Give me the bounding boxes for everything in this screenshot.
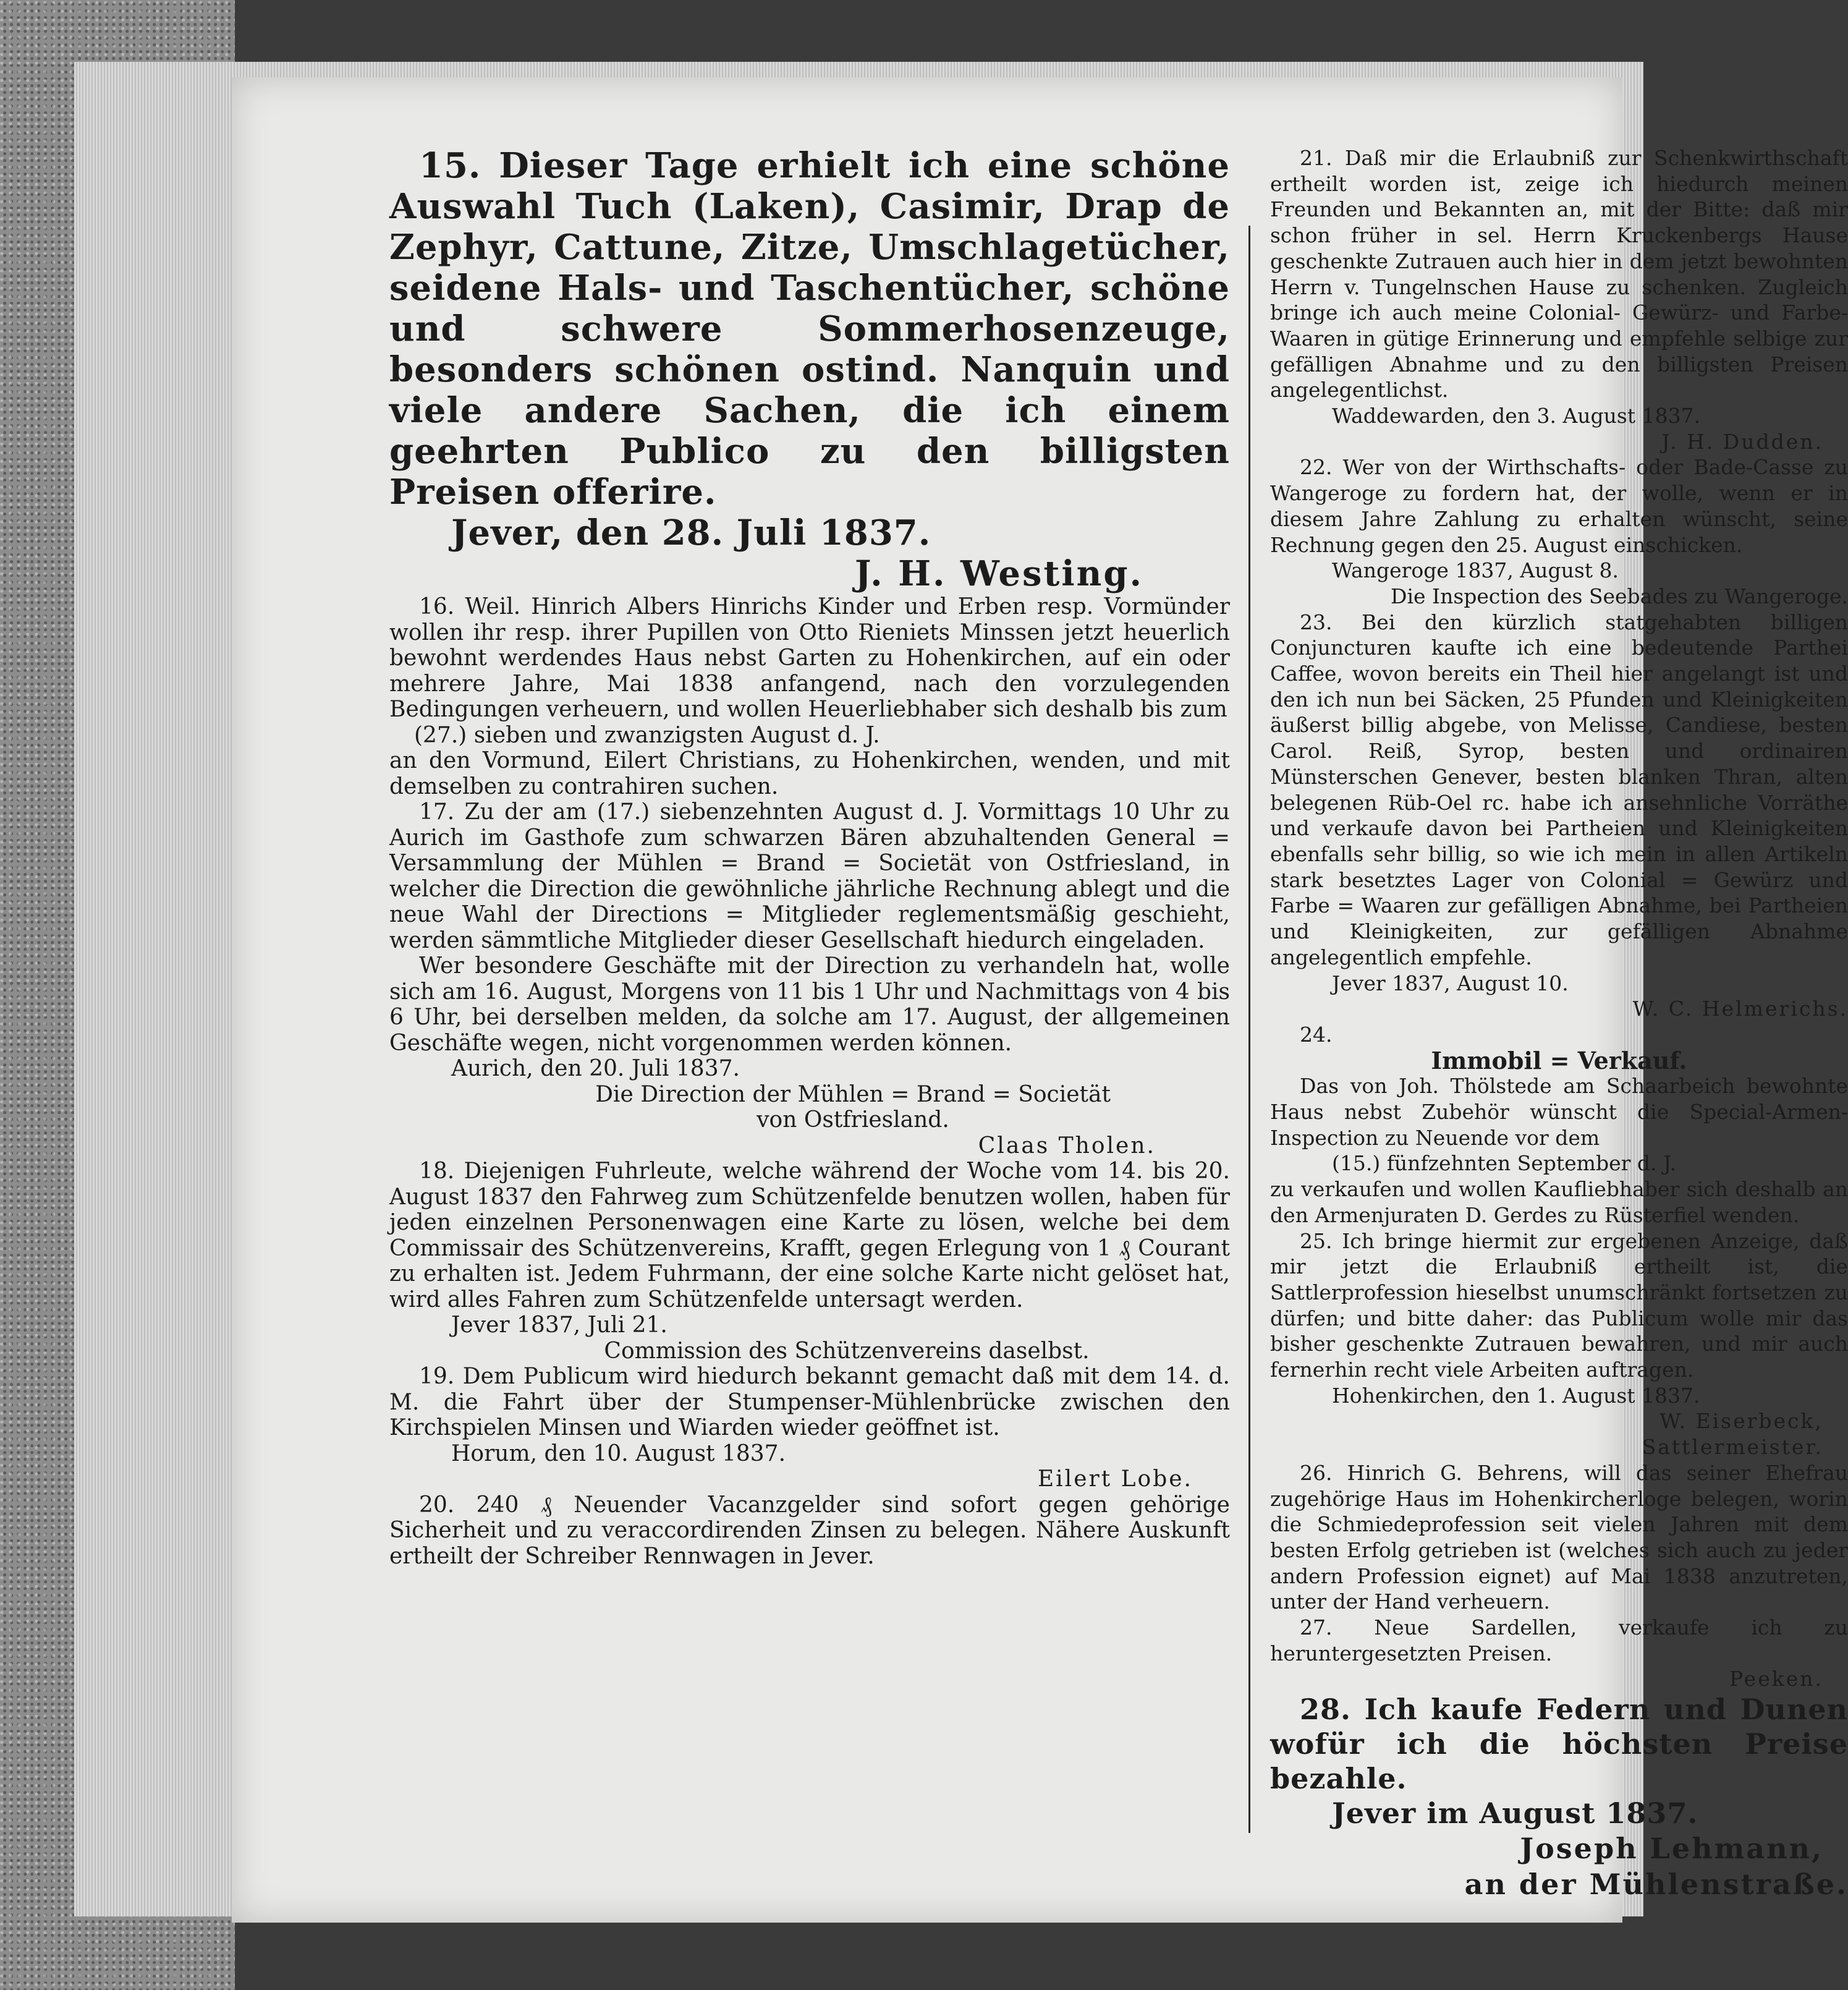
notice-24-date: (15.) fünfzehnten September d. J. [1332, 1151, 1677, 1176]
notice-15-body: 15. Dieser Tage erhielt ich eine schöne Auswahl Tuch (Laken), Casimir, Drap de Zephyr, Cattune, Zitze, Umschlagetücher, seidene Hals- und Taschentücher, schöne und schwere Sommerhosenzeuge, besonders schönen ostind. Nanquin und viele andere Sachen, die ich einem geehrten Publico zu den billigsten Preisen offerire. [389, 145, 1230, 512]
notice-19-place: Horum, den 10. August 1837. [451, 1440, 786, 1466]
notice-19-body: 19. Dem Publicum wird hiedurch bekannt gemacht daß mit dem 14. d. M. die Fahrt über der Stumpenser-Mühlenbrücke zwischen den Kirchspielen Minsen und Wiarden wieder geöffnet ist. [389, 1364, 1230, 1440]
notice-23-place: Jever 1837, August 10. [1332, 971, 1569, 995]
notice-28-body: 28. Ich kaufe Federn und Dunen wofür ich die höchsten Preise bezahle. [1270, 1693, 1848, 1796]
notice-18-place: Jever 1837, Juli 21. [451, 1312, 668, 1338]
notice-21-place: Waddewarden, den 3. August 1837. [1332, 404, 1701, 428]
notice-16-body: 16. Weil. Hinrich Albers Hinrichs Kinder und Erben resp. Vormünder wollen ihr resp. ihrer Pupillen von Otto Rieniets Minssen jetzt heuerlich bewohnt werdendes Haus nebst Garten zu Hohenkirchen, auf ein oder mehrere Jahre, Mai 1838 anfangend, nach den vorzulegenden Bedingungen verheuern, und wollen Heuerliebhaber sich deshalb bis zum [389, 594, 1230, 722]
notice-21-sig: J. H. Dudden. [1661, 429, 1823, 454]
notice-19-sig: Eilert Lobe. [1037, 1466, 1193, 1492]
notice-20-body: 20. 240 ₰ Neuender Vacanzgelder sind sofort gegen gehörige Sicherheit und zu veraccordirenden Zinsen zu belegen. Nähere Auskunft ertheilt der Schreiber Rennwagen in Jever. [389, 1492, 1230, 1569]
notice-17-sig3: Claas Tholen. [978, 1133, 1156, 1159]
notice-25-sig1: W. Eiserbeck, [1659, 1409, 1823, 1434]
notice-15-signature: J. H. Westing. [854, 553, 1143, 594]
notice-17-sig1: Die Direction der Mühlen = Brand = Societät [595, 1081, 1111, 1107]
notice-25-place: Hohenkirchen, den 1. August 1837. [1332, 1383, 1700, 1408]
column-divider [1248, 226, 1250, 1833]
notice-27-sig: Peeken. [1729, 1667, 1823, 1691]
notice-16-date: (27.) sieben und zwanzigsten August d. J. [414, 722, 880, 748]
notice-24-number: 24. [1300, 1022, 1333, 1047]
notice-24-body: Das von Joh. Thölstede am Schaarbeich bewohnte Haus nebst Zubehör wünscht die Special-Armen-Inspection zu Neuende vor dem [1270, 1074, 1848, 1150]
notice-23-sig: W. C. Helmerichs. [1632, 997, 1848, 1021]
notice-18-sig: Commission des Schützenvereins daselbst. [604, 1338, 1090, 1364]
notice-16-cont: an den Vormund, Eilert Christians, zu Hohenkirchen, wenden, und mit demselben zu contrahiren suchen. [389, 748, 1230, 799]
notice-24-cont: zu verkaufen und wollen Kaufliebhaber sich deshalb an den Armenjuraten D. Gerdes zu Rüsterfiel wenden. [1270, 1177, 1848, 1227]
notice-17-place: Aurich, den 20. Juli 1837. [451, 1056, 740, 1081]
left-column [389, 145, 1230, 1569]
notice-28-sig2: an der Mühlenstraße. [1464, 1868, 1848, 1902]
notice-15-place: Jever, den 28. Juli 1837. [451, 512, 931, 553]
notice-24-heading: Immobil = Verkauf. [1431, 1046, 1687, 1074]
right-column [1270, 145, 1848, 1902]
notice-28-sig1: Joseph Lehmann, [1520, 1832, 1823, 1866]
notice-23-body: 23. Bei den kürzlich statgehabten billigen Conjuncturen kaufte ich eine bedeutende Parthei Caffee, wovon bereits ein Theil hier angelangt ist und den ich nun bei Säcken, 25 Pfunden und Kleinigkeiten äußerst billig abgebe, von Melisse, Candiese, besten Carol. Reiß, Syrop, besten und ordinairen Münsterschen Genever, besten blanken Thran, alten belegenen Rüb-Oel rc. habe ich ansehnliche Vorräthe und verkaufe davon bei Partheien und Kleinigkeiten ebenfalls sehr billig, so wie ich mein in allen Artikeln stark besetztes Lager von Colonial = Gewürz und Farbe = Waaren zur gefälligen Abnahme, bei Partheien und Kleinigkeiten, zur gefälligen Abnahme angelegentlich empfehle. [1270, 610, 1848, 969]
notice-22-sig: Die Inspection des Seebades zu Wangeroge. [1391, 584, 1848, 608]
notice-21-body: 21. Daß mir die Erlaubniß zur Schenkwirthschaft ertheilt worden ist, zeige ich hiedurch meinen Freunden und Bekannten an, mit der Bitte: daß mir schon früher in sel. Herrn Kruckenbergs Hause geschenkte Zutrauen auch hier in dem jetzt bewohnten Herrn v. Tungelnschen Hause zu schenken. Zugleich bringe ich auch meine Colonial- Gewürz- und Farbe-Waaren in gütige Erinnerung und empfehle selbige zur gefälligen Abnahme und zu den billigsten Preisen angelegentlichst. [1270, 146, 1848, 402]
notice-22-body: 22. Wer von der Wirthschafts- oder Bade-Casse zu Wangeroge zu fordern hat, der wolle, wenn er in diesem Jahre Zahlung zu erhalten wünscht, seine Rechnung gegen den 25. August einschicken. [1270, 455, 1848, 557]
notice-18-body: 18. Diejenigen Fuhrleute, welche während der Woche vom 14. bis 20. August 1837 den Fahrweg zum Schützenfelde benutzen wollen, haben für jeden einzelnen Personenwagen eine Karte zu lösen, welche bei dem Commissair des Schützenvereins, Krafft, gegen Erlegung von 1 ₰ Courant zu erhalten ist. Jedem Fuhrmann, der eine solche Karte nicht gelöset hat, wird alles Fahren zum Schützenfelde untersagt werden. [389, 1159, 1230, 1312]
notice-25-sig2: Sattlermeister. [1642, 1435, 1823, 1460]
notice-17-body2: Wer besondere Geschäfte mit der Direction zu verhandeln hat, wolle sich am 16. August, Morgens von 11 bis 1 Uhr und Nachmittags von 4 bis 6 Uhr, bei derselben melden, da solche am 17. August, der allgemeinen Geschäfte wegen, nicht vorgenommen werden können. [389, 953, 1230, 1056]
notice-17-body: 17. Zu der am (17.) siebenzehnten August d. J. Vormittags 10 Uhr zu Aurich im Gasthofe zum schwarzen Bären abzuhaltenden General = Versammlung der Mühlen = Brand = Societät von Ostfriesland, in welcher die Direction die gewöhnliche jährliche Rechnung ablegt und die neue Wahl der Directions = Mitglieder reglementsmäßig geschieht, werden sämmtliche Mitglieder dieser Gesellschaft hiedurch eingeladen. [389, 799, 1230, 953]
notice-27-body: 27. Neue Sardellen, verkaufe ich zu heruntergesetzten Preisen. [1270, 1615, 1848, 1665]
notice-22-place: Wangeroge 1837, August 8. [1332, 558, 1619, 583]
notice-25-body: 25. Ich bringe hiermit zur ergebenen Anzeige, daß mir jetzt die Erlaubniß ertheilt ist, die Sattlerprofession hieselbst unumschränkt fortsetzen zu dürfen; und bitte daher: das Publicum wolle mir das bisher geschenkte Zutrauen bewahren, und mir auch fernerhin recht viele Arbeiten auftragen. [1270, 1228, 1848, 1382]
notice-28-place: Jever im August 1837. [1332, 1797, 1698, 1831]
newspaper-page [232, 77, 1848, 1923]
notice-17-sig2: von Ostfriesland. [757, 1107, 949, 1133]
notice-26-body: 26. Hinrich G. Behrens, will das seiner Ehefrau zugehörige Haus im Hohenkircherloge belegen, worin die Schmiedeprofession seit vielen Jahren mit dem besten Erfolg getrieben ist (welches sich auch zu jeder andern Profession eignet) auf Mai 1838 anzutreten, unter der Hand verheuern. [1270, 1460, 1848, 1614]
